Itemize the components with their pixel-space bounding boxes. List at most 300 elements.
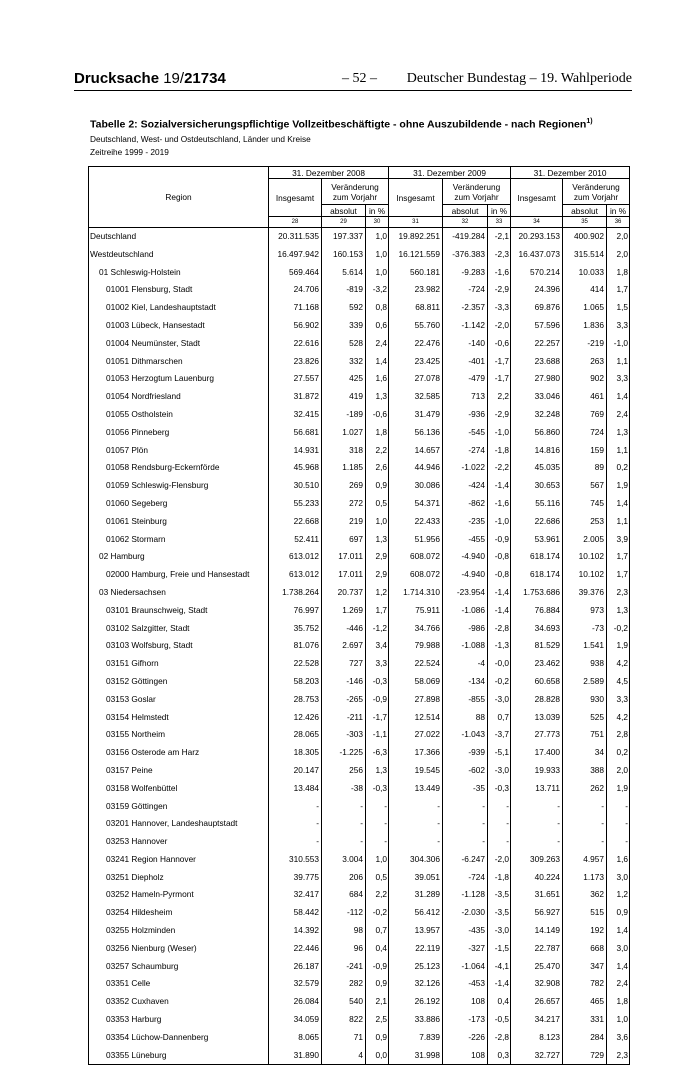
abs-change-2009-cell: -35 [443,780,488,798]
total-2009-cell: 608.072 [389,548,443,566]
table-row [89,637,630,655]
pct-change-2008-cell: 1,0 [366,246,389,264]
abs-change-2008-cell: 425 [322,370,366,388]
table-row [89,513,630,531]
abs-change-2010-cell: 159 [563,442,607,460]
abs-change-2010-cell: 745 [563,495,607,513]
pct-change-2010-cell: 1,5 [607,299,630,317]
abs-change-2009-cell: -936 [443,406,488,424]
total-2009-cell: 23.982 [389,281,443,299]
pct-change-2008-cell: -0,6 [366,406,389,424]
pct-change-2009-cell: -0,8 [488,548,511,566]
total-2009-cell: 14.657 [389,442,443,460]
pct-change-2010-cell: 1,7 [607,566,630,584]
total-2009-cell: 1.714.310 [389,584,443,602]
abs-change-2008-cell: 17.011 [322,566,366,584]
abs-change-2009-cell: -6.247 [443,851,488,869]
total-2008-cell: 56.681 [269,424,322,442]
pct-change-2009-cell: - [488,798,511,816]
abs-change-2010-cell: 465 [563,993,607,1011]
table-row [89,975,630,993]
total-2008-cell: 58.203 [269,673,322,691]
total-2009-cell: 22.524 [389,655,443,673]
table-row [89,317,630,335]
abs-change-2008-cell: 197.337 [322,228,366,246]
pct-change-2009-cell: -3,0 [488,922,511,940]
total-2009-cell: 19.892.251 [389,228,443,246]
abs-change-2008-cell: 1.269 [322,602,366,620]
region-name: 02 Hamburg [99,551,145,562]
change-header: Veränderung zum Vorjahr [443,179,511,205]
abs-change-2009-cell: -1.128 [443,886,488,904]
abs-change-2008-cell: 332 [322,353,366,371]
table-row [89,1011,630,1029]
total-2010-cell: - [511,833,563,851]
column-number: 34 [511,217,563,228]
total-2009-cell: 33.886 [389,1011,443,1029]
pct-change-2010-cell: 3,6 [607,1029,630,1047]
abs-change-2010-cell: 973 [563,602,607,620]
table-row [89,602,630,620]
pct-change-2010-cell: 0,9 [607,904,630,922]
total-2010-cell: 23.688 [511,353,563,371]
table-row [89,442,630,460]
change-header: Veränderung zum Vorjahr [322,179,389,205]
abs-change-2010-cell: 4.957 [563,851,607,869]
total-2008-cell: 34.059 [269,1011,322,1029]
abs-change-2008-cell: 219 [322,513,366,531]
pct-change-2009-cell: 2,2 [488,388,511,406]
publisher-label: Deutscher Bundestag – 19. Wahlperiode [406,71,632,86]
table-body [89,228,630,1065]
abs-change-2009-cell: -724 [443,281,488,299]
region-name: 01056 Pinneberg [106,426,170,437]
abs-change-2010-cell: 10.102 [563,548,607,566]
total-2008-cell: 569.464 [269,264,322,282]
total-2008-cell: 26.084 [269,993,322,1011]
total-2010-cell: 8.123 [511,1029,563,1047]
table-row [89,353,630,371]
region-name: 01002 Kiel, Landeshauptstadt [106,302,216,313]
total-2009-cell: 32.585 [389,388,443,406]
abs-change-2010-cell: 729 [563,1047,607,1065]
change-header: Veränderung zum Vorjahr [563,179,630,205]
total-2009-cell: 30.086 [389,477,443,495]
total-2008-cell: 20.147 [269,762,322,780]
region-name: 03252 Hameln-Pyrmont [106,889,194,900]
total-2008-cell: 14.931 [269,442,322,460]
abs-change-2009-cell: -986 [443,620,488,638]
abs-change-2010-cell: 782 [563,975,607,993]
pct-change-2009-cell: -1,0 [488,513,511,531]
pct-change-2008-cell: 0,7 [366,922,389,940]
table-row [89,691,630,709]
pct-change-2010-cell: 2,4 [607,975,630,993]
total-2009-cell: 27.898 [389,691,443,709]
abs-change-2010-cell: 1.173 [563,869,607,887]
abs-change-2009-cell: -274 [443,442,488,460]
abs-change-2010-cell: 192 [563,922,607,940]
table-title: Tabelle 2: Sozialversicherungspflichtige Vollzeitbeschäftigte - ohne Auszubildende - nach Regionen$^{1)}$ [90,118,593,131]
abs-change-2009-cell: -1.086 [443,602,488,620]
pct-change-2009-cell: -1,4 [488,584,511,602]
pct-change-2010-cell: 1,7 [607,281,630,299]
table-row [89,762,630,780]
table-row [89,335,630,353]
column-number: 33 [488,217,511,228]
total-2010-cell: 53.961 [511,531,563,549]
total-2009-cell: 32.126 [389,975,443,993]
table-row [89,993,630,1011]
abs-change-2008-cell: 2.697 [322,637,366,655]
table-subtitle-scope: Deutschland, West- und Ostdeutschland, Länder und Kreise [90,134,311,144]
pct-change-2008-cell: 0,8 [366,299,389,317]
abs-change-2009-cell: -9.283 [443,264,488,282]
abs-change-2010-cell: 461 [563,388,607,406]
total-2010-cell: 33.046 [511,388,563,406]
table-row [89,228,630,246]
table-row [89,655,630,673]
region-name: 03241 Region Hannover [106,853,196,864]
total-2008-cell: 18.305 [269,744,322,762]
pct-change-2010-cell: 2,3 [607,584,630,602]
abs-change-2008-cell: -189 [322,406,366,424]
absolute-header: absolut [443,205,488,217]
total-2008-cell: 56.902 [269,317,322,335]
pct-change-2008-cell: 0,5 [366,495,389,513]
abs-change-2008-cell: 20.737 [322,584,366,602]
abs-change-2010-cell: 262 [563,780,607,798]
total-2010-cell: 20.293.153 [511,228,563,246]
pct-change-2010-cell: 3,3 [607,370,630,388]
abs-change-2009-cell: -4 [443,655,488,673]
region-name: 01003 Lübeck, Hansestadt [106,319,205,330]
table-row [89,566,630,584]
percent-header: in % [607,205,630,217]
abs-change-2010-cell: - [563,815,607,833]
pct-change-2009-cell: -2,8 [488,1029,511,1047]
table-row [89,584,630,602]
total-2009-cell: 13.957 [389,922,443,940]
pct-change-2010-cell: 0,2 [607,744,630,762]
absolute-header: absolut [322,205,366,217]
region-name: 03157 Peine [106,764,153,775]
table-subtitle-period: Zeitreihe 1999 - 2019 [90,147,169,157]
abs-change-2008-cell: 256 [322,762,366,780]
pct-change-2009-cell: -0,8 [488,566,511,584]
pct-change-2010-cell: 2,0 [607,228,630,246]
pct-change-2008-cell: -1,2 [366,620,389,638]
column-number: 28 [269,217,322,228]
abs-change-2010-cell: -73 [563,620,607,638]
pct-change-2009-cell: -3,0 [488,691,511,709]
pct-change-2010-cell: -1,0 [607,335,630,353]
pct-change-2010-cell: 1,1 [607,353,630,371]
abs-change-2009-cell: -2.357 [443,299,488,317]
pct-change-2008-cell: 2,5 [366,1011,389,1029]
abs-change-2010-cell: 751 [563,726,607,744]
pct-change-2010-cell: 1,1 [607,513,630,531]
pct-change-2009-cell: 0,7 [488,709,511,727]
abs-change-2008-cell: 592 [322,299,366,317]
region-name: 03254 Hildesheim [106,907,173,918]
pct-change-2010-cell: 1,0 [607,1011,630,1029]
abs-change-2010-cell: -219 [563,335,607,353]
region-name: 01060 Segeberg [106,497,168,508]
abs-change-2008-cell: 282 [322,975,366,993]
abs-change-2008-cell: 206 [322,869,366,887]
pct-change-2010-cell: 1,8 [607,993,630,1011]
table-row [89,406,630,424]
total-2010-cell: 57.596 [511,317,563,335]
abs-change-2009-cell: -453 [443,975,488,993]
pct-change-2009-cell: -3,7 [488,726,511,744]
pct-change-2008-cell: 2,9 [366,548,389,566]
pct-change-2009-cell: -1,4 [488,477,511,495]
pct-change-2008-cell: 2,2 [366,442,389,460]
pct-change-2010-cell: 4,2 [607,709,630,727]
abs-change-2009-cell: -235 [443,513,488,531]
total-2008-cell: 58.442 [269,904,322,922]
pct-change-2008-cell: 2,4 [366,335,389,353]
abs-change-2010-cell: 34 [563,744,607,762]
pct-change-2010-cell: 2,4 [607,406,630,424]
pct-change-2009-cell: -1,3 [488,637,511,655]
pct-change-2009-cell: -3,3 [488,299,511,317]
total-2010-cell: 28.828 [511,691,563,709]
total-2009-cell: 51.956 [389,531,443,549]
table-row [89,1029,630,1047]
table-row [89,424,630,442]
pct-change-2008-cell: 3,4 [366,637,389,655]
total-2009-cell: 31.998 [389,1047,443,1065]
table-row [89,815,630,833]
pct-change-2010-cell: 1,7 [607,548,630,566]
abs-change-2009-cell: -1.088 [443,637,488,655]
pct-change-2008-cell: 0,4 [366,940,389,958]
total-2010-cell: 14.149 [511,922,563,940]
abs-change-2010-cell: 347 [563,958,607,976]
total-2010-cell: 16.437.073 [511,246,563,264]
abs-change-2010-cell: 39.376 [563,584,607,602]
abs-change-2008-cell: -265 [322,691,366,709]
abs-change-2010-cell: 938 [563,655,607,673]
region-name: 03156 Osterode am Harz [106,747,200,758]
total-2009-cell: 56.412 [389,904,443,922]
abs-change-2010-cell: 1.065 [563,299,607,317]
abs-change-2010-cell: 315.514 [563,246,607,264]
region-name: 01059 Schleswig-Flensburg [106,480,209,491]
abs-change-2008-cell: -112 [322,904,366,922]
abs-change-2008-cell: 540 [322,993,366,1011]
total-2009-cell: 34.766 [389,620,443,638]
pct-change-2009-cell: -3,5 [488,886,511,904]
pct-change-2010-cell: 1,1 [607,442,630,460]
region-name: 03251 Diepholz [106,871,164,882]
abs-change-2010-cell: 1.836 [563,317,607,335]
total-2008-cell: 16.497.942 [269,246,322,264]
total-2008-cell: 30.510 [269,477,322,495]
total-2009-cell: 19.545 [389,762,443,780]
total-2008-cell: 14.392 [269,922,322,940]
pct-change-2008-cell: 1,0 [366,513,389,531]
column-number: 29 [322,217,366,228]
total-2009-cell: 304.306 [389,851,443,869]
pct-change-2009-cell: -3,5 [488,904,511,922]
pct-change-2010-cell: 1,4 [607,958,630,976]
region-name: 01004 Neumünster, Stadt [106,337,201,348]
total-2009-cell: 68.811 [389,299,443,317]
abs-change-2008-cell: -819 [322,281,366,299]
abs-change-2009-cell: -455 [443,531,488,549]
total-2008-cell: 31.872 [269,388,322,406]
abs-change-2008-cell: 17.011 [322,548,366,566]
abs-change-2009-cell: -2.030 [443,904,488,922]
total-2009-cell: 22.433 [389,513,443,531]
abs-change-2009-cell: -419.284 [443,228,488,246]
pct-change-2008-cell: -3,2 [366,281,389,299]
pct-change-2010-cell: 3,3 [607,317,630,335]
pct-change-2010-cell: 1,4 [607,495,630,513]
total-2008-cell: 26.187 [269,958,322,976]
pct-change-2009-cell: -1,4 [488,975,511,993]
region-name: 01058 Rendsburg-Eckernförde [106,462,220,473]
pct-change-2009-cell: -2,0 [488,317,511,335]
abs-change-2008-cell: 269 [322,477,366,495]
region-name: 03257 Schaumburg [106,960,179,971]
abs-change-2008-cell: -446 [322,620,366,638]
abs-change-2010-cell: 525 [563,709,607,727]
total-2010-cell: 40.224 [511,869,563,887]
pct-change-2008-cell: 0,0 [366,1047,389,1065]
pct-change-2009-cell: -2,3 [488,246,511,264]
table-row [89,548,630,566]
abs-change-2010-cell: 331 [563,1011,607,1029]
total-2009-cell: - [389,798,443,816]
table-row [89,869,630,887]
pct-change-2009-cell: -1,4 [488,602,511,620]
abs-change-2010-cell: - [563,798,607,816]
column-number: 32 [443,217,488,228]
total-2010-cell: 60.658 [511,673,563,691]
table-row [89,370,630,388]
pct-change-2010-cell: 3,0 [607,940,630,958]
total-2008-cell: 32.417 [269,886,322,904]
table-row [89,1047,630,1065]
pct-change-2009-cell: -0,5 [488,1011,511,1029]
data-table [88,166,630,1065]
total-header: Insgesamt [269,179,322,217]
table-row [89,495,630,513]
total-2009-cell: 54.371 [389,495,443,513]
pct-change-2010-cell: 1,9 [607,477,630,495]
pct-change-2008-cell: -0,3 [366,673,389,691]
abs-change-2010-cell: 769 [563,406,607,424]
abs-change-2008-cell: 71 [322,1029,366,1047]
table-row [89,459,630,477]
pct-change-2008-cell: 1,0 [366,264,389,282]
pct-change-2010-cell: - [607,815,630,833]
total-2010-cell: 22.787 [511,940,563,958]
pct-change-2010-cell: - [607,833,630,851]
abs-change-2010-cell: 400.902 [563,228,607,246]
pct-change-2009-cell: -1,6 [488,264,511,282]
pct-change-2010-cell: 2,0 [607,246,630,264]
region-name: 03103 Wolfsburg, Stadt [106,640,193,651]
pct-change-2008-cell: 2,2 [366,886,389,904]
region-name: 03158 Wolfenbüttel [106,782,178,793]
total-2008-cell: - [269,833,322,851]
table-row [89,958,630,976]
table-row [89,246,630,264]
abs-change-2008-cell: 1.027 [322,424,366,442]
document-number: Drucksache 19/21734 [74,70,226,87]
total-2010-cell: 13.711 [511,780,563,798]
total-2010-cell: 25.470 [511,958,563,976]
region-name: 03351 Celle [106,978,151,989]
region-name: 03102 Salzgitter, Stadt [106,622,190,633]
table-row [89,531,630,549]
abs-change-2008-cell: - [322,833,366,851]
pct-change-2008-cell: 2,6 [366,459,389,477]
table-row [89,780,630,798]
percent-header: in % [366,205,389,217]
total-2009-cell: 7.839 [389,1029,443,1047]
pct-change-2009-cell: -2,2 [488,459,511,477]
total-2010-cell: 618.174 [511,566,563,584]
total-2010-cell: 45.035 [511,459,563,477]
region-name: 01061 Steinburg [106,515,167,526]
pct-change-2009-cell: -2,9 [488,406,511,424]
region-name: 01054 Nordfriesland [106,391,181,402]
table-row [89,851,630,869]
abs-change-2010-cell: 567 [563,477,607,495]
pct-change-2008-cell: - [366,798,389,816]
pct-change-2009-cell: -2,0 [488,851,511,869]
pct-change-2009-cell: -2,8 [488,620,511,638]
table-row [89,940,630,958]
abs-change-2009-cell: -23.954 [443,584,488,602]
total-2008-cell: 31.890 [269,1047,322,1065]
pct-change-2010-cell: 1,4 [607,922,630,940]
abs-change-2010-cell: 414 [563,281,607,299]
page-header [74,70,632,91]
abs-change-2008-cell: - [322,798,366,816]
abs-change-2009-cell: -602 [443,762,488,780]
total-2009-cell: 44.946 [389,459,443,477]
abs-change-2010-cell: 1.541 [563,637,607,655]
total-header: Insgesamt [511,179,563,217]
total-2010-cell: 27.773 [511,726,563,744]
abs-change-2009-cell: - [443,833,488,851]
region-name: 03256 Nienburg (Weser) [106,942,197,953]
total-2010-cell: 618.174 [511,548,563,566]
total-2008-cell: 613.012 [269,566,322,584]
total-2009-cell: - [389,833,443,851]
pct-change-2008-cell: 0,6 [366,317,389,335]
total-2008-cell: 8.065 [269,1029,322,1047]
region-name: 03101 Braunschweig, Stadt [106,604,208,615]
abs-change-2008-cell: 684 [322,886,366,904]
total-2009-cell: 79.988 [389,637,443,655]
total-2010-cell: 81.529 [511,637,563,655]
pct-change-2008-cell: 0,9 [366,477,389,495]
pct-change-2009-cell: -1,6 [488,495,511,513]
region-name: 01062 Stormarn [106,533,166,544]
region-name: 03155 Northeim [106,729,166,740]
total-2008-cell: 22.668 [269,513,322,531]
total-2010-cell: 32.908 [511,975,563,993]
